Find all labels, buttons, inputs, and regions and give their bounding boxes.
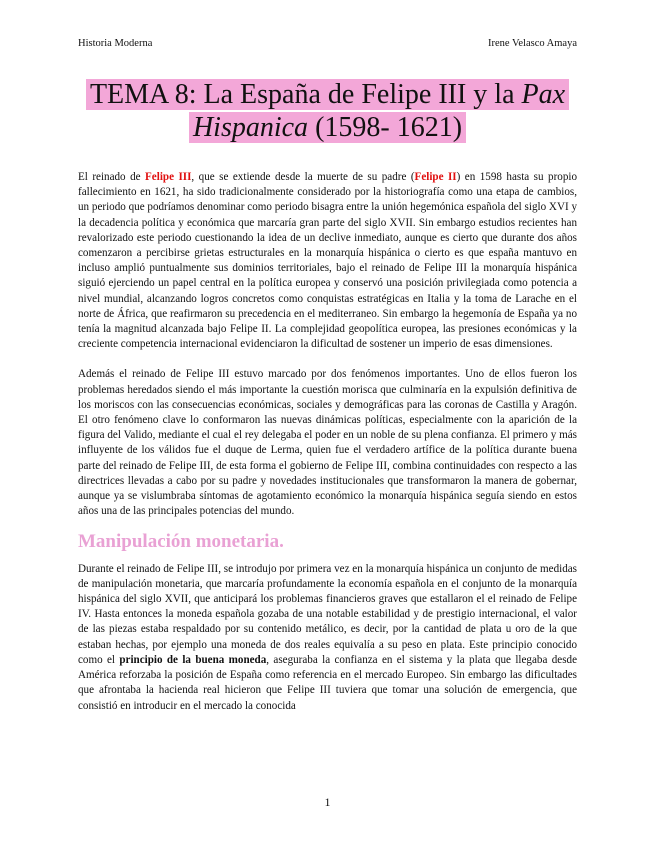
header-course: Historia Moderna xyxy=(78,38,153,49)
title-highlight: TEMA 8: La España de Felipe III y la Pax Hispanica (1598- 1621) xyxy=(86,79,569,143)
paragraph-intro: El reinado de Felipe III, que se extiende desde la muerte de su padre (Felipe II) en 1598 hasta su propio fallecimiento en 1621, ha sido tradicionalmente considerado por la historiografía como una etapa de cambios, un periodo que podríamos denominar como periodo bisagra entre la unión hegemónica española del siglo XVI y la decadencia política y económica que marcaría gran parte del siglo XVII. Sin embargo estudios recientes han revalorizado este periodo cuestionando la idea de un declive inmediato, aunque es cierto que durante dos años comenzaron a percibirse grietas estructurales en la monarquía hispánica o cierto es que españa mantuvo en incluso amplió puntualmente sus dominios territoriales, bajo el reinado de Felipe III la monarquía hispánica siguió ejerciendo un papel central en la política europea y conservó una posición privilegiada como potencia a nivel mundial, alcanzando logros concretos como conquistas estratégicas en Italia y la toma de Larache en el norte de África, que reafirmaron su precedencia en el mediterraneo. Sin embargo la hegemonía de España ya no tenía la magnitud alcanzada bajo Felipe II. La complejidad geopolítica europea, las presiones económicas y la creciente competencia internacional evidenciaron la dificultad de sostener un imperio de esas dimensiones. xyxy=(78,171,577,351)
page-number: 1 xyxy=(324,795,331,809)
paragraph-monetary: Durante el reinado de Felipe III, se introdujo por primera vez en la monarquía hispánica un conjunto de medidas de manipulación monetaria, que marcaría profundamente la economía española en el conjunto de la monarquía hispánica del siglo XVII, que anticipará los problemas financieros graves que estallaron el el reinado de Felipe IV. Hasta entonces la moneda española gozaba de una notable estabilidad y de prestigio internacional, el valor de las piezas estaba respaldado por su contenido metálico, es decir, por la cantidad de plata u oro de la que estaban hechas, por ejemplo una moneda de dos reales equivalía a su peso en plata. Este principio conocido como el principio de la buena moneda, aseguraba la confianza en el sistema y la plata que llegaba desde América reforzaba la posición de España como referencia en el mercado Europeo. Sin embargo las dificultades que afrontaba la hacienda real hicieron que Felipe III tuviera que tomar una solución de emergencia, que consistió en introducir en el mercado la conocida xyxy=(78,562,577,712)
document-title xyxy=(70,78,585,144)
header-author: Irene Velasco Amaya xyxy=(487,38,577,49)
highlight-felipe-ii: Felipe II xyxy=(414,171,457,183)
bold-principle: principio de la buena moneda xyxy=(119,653,267,666)
highlight-felipe-iii: Felipe III xyxy=(145,171,192,183)
section-heading: Manipulación monetaria. xyxy=(78,531,284,553)
page-header xyxy=(78,38,577,49)
document-body xyxy=(78,170,577,729)
paragraph-phenomena: Además el reinado de Felipe III estuvo marcado por dos fenómenos importantes. Uno de ellos fueron los problemas heredados siendo el más importante la cuestión morisca que culminaría en la expulsión definitiva de los moriscos con las consecuencias económicas, sociales y demográficas para las coronas de Castilla y Aragón. El otro fenómeno clave lo conformaron las nuevas dinámicas políticas, especialmente con la aparición de la figura del Valido, mediante el cual el rey delegaba el poder en un noble de su plena confianza. El primero y más influyente de los válidos fue el duque de Lerma, quien fue el verdadero artífice de la política durante buena parte del reinado de Felipe III, de esta forma el gobierno de Felipe III, combina continuidades con respecto a las directrices llevadas a cabo por su padre y novedades institucionales que transformaron la manera de gobernar, aunque ya se vislumbraba síntomas de agotamiento económico la monarquía hispánica seguía siendo en estos años una de las principales potencias del mundo. xyxy=(78,368,577,518)
